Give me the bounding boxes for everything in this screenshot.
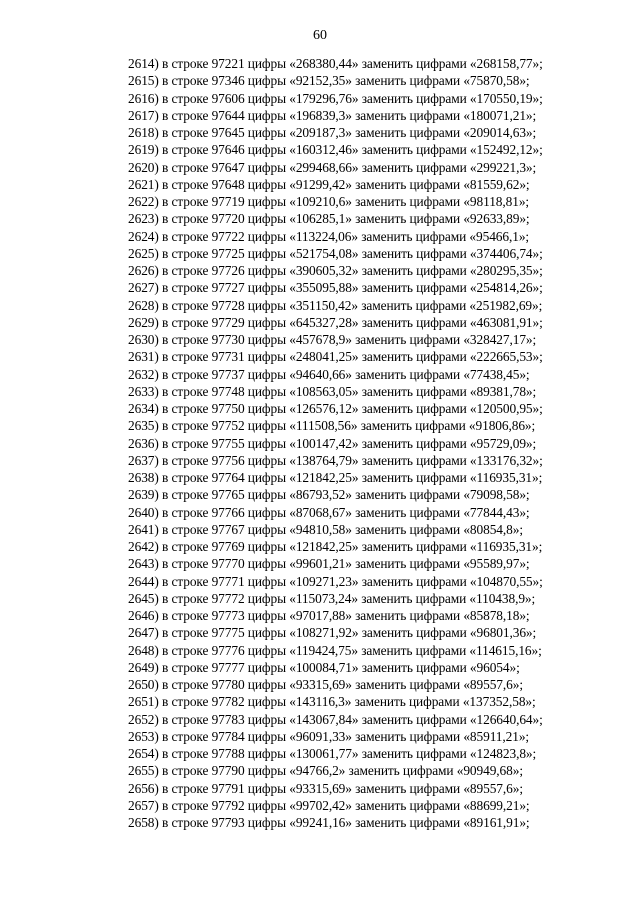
amendment-line: 2653) в строке 97784 цифры «96091,33» заменить цифрами «85911,21»; [128, 728, 530, 744]
amendment-line: 2640) в строке 97766 цифры «87068,67» заменить цифрами «77844,43»; [128, 504, 530, 520]
amendment-line: 2623) в строке 97720 цифры «106285,1» заменить цифрами «92633,89»; [128, 211, 530, 227]
amendment-line: 2626) в строке 97726 цифры «390605,32» заменить цифрами «280295,35»; [128, 263, 543, 278]
amendment-line: 2624) в строке 97722 цифры «113224,06» заменить цифрами «95466,1»; [128, 228, 530, 244]
amendment-line: 2638) в строке 97764 цифры «121842,25» заменить цифрами «116935,31»; [128, 470, 543, 485]
amendment-line: 2628) в строке 97728 цифры «351150,42» заменить цифрами «251982,69»; [128, 297, 543, 313]
amendment-line: 2654) в строке 97788 цифры «130061,77» заменить цифрами «124823,8»; [128, 746, 537, 761]
amendment-line: 2630) в строке 97730 цифры «457678,9» заменить цифрами «328427,17»; [128, 332, 537, 347]
amendment-line: 2648) в строке 97776 цифры «119424,75» заменить цифрами «114615,16»; [128, 642, 542, 658]
amendment-line: 2639) в строке 97765 цифры «86793,52» заменить цифрами «79098,58»; [128, 487, 530, 503]
amendment-line: 2637) в строке 97756 цифры «138764,79» заменить цифрами «133176,32»; [128, 452, 543, 468]
amendment-list [128, 55, 598, 831]
amendment-line: 2641) в строке 97767 цифры «94810,58» заменить цифрами «80854,8»; [128, 521, 523, 537]
amendment-line: 2644) в строке 97771 цифры «109271,23» заменить цифрами «104870,55»; [128, 573, 543, 589]
amendment-line: 2658) в строке 97793 цифры «99241,16» заменить цифрами «89161,91»; [128, 815, 530, 830]
amendment-line: 2632) в строке 97737 цифры «94640,66» заменить цифрами «77438,45»; [128, 366, 530, 382]
amendment-line: 2643) в строке 97770 цифры «99601,21» заменить цифрами «95589,97»; [128, 556, 530, 572]
amendment-line: 2619) в строке 97646 цифры «160312,46» заменить цифрами «152492,12»; [128, 142, 543, 158]
amendment-line: 2645) в строке 97772 цифры «115073,24» заменить цифрами «110438,9»; [128, 590, 536, 606]
amendment-line: 2650) в строке 97780 цифры «93315,69» заменить цифрами «89557,6»; [128, 677, 523, 692]
amendment-line: 2617) в строке 97644 цифры «196839,3» заменить цифрами «180071,21»; [128, 107, 537, 123]
amendment-line: 2621) в строке 97648 цифры «91299,42» заменить цифрами «81559,62»; [128, 176, 530, 192]
amendment-line: 2647) в строке 97775 цифры «108271,92» заменить цифрами «96801,36»; [128, 625, 537, 641]
amendment-line: 2616) в строке 97606 цифры «179296,76» заменить цифрами «170550,19»; [128, 90, 543, 106]
amendment-line: 2636) в строке 97755 цифры «100147,42» заменить цифрами «95729,09»; [128, 435, 537, 451]
amendment-line: 2655) в строке 97790 цифры «94766,2» заменить цифрами «90949,68»; [128, 763, 523, 779]
amendment-line: 2646) в строке 97773 цифры «97017,88» заменить цифрами «85878,18»; [128, 608, 530, 623]
page-number: 60 [313, 28, 327, 43]
amendment-line: 2656) в строке 97791 цифры «93315,69» заменить цифрами «89557,6»; [128, 780, 523, 796]
amendment-line: 2635) в строке 97752 цифры «111508,56» заменить цифрами «91806,86»; [128, 418, 536, 434]
amendment-line: 2629) в строке 97729 цифры «645327,28» заменить цифрами «463081,91»; [128, 314, 543, 330]
amendment-line: 2627) в строке 97727 цифры «355095,88» заменить цифрами «254814,26»; [128, 280, 543, 296]
amendment-line: 2625) в строке 97725 цифры «521754,08» заменить цифрами «374406,74»; [128, 245, 543, 261]
amendment-line: 2620) в строке 97647 цифры «299468,66» заменить цифрами «299221,3»; [128, 159, 537, 175]
amendment-line: 2615) в строке 97346 цифры «92152,35» заменить цифрами «75870,58»; [128, 73, 530, 89]
amendment-line: 2649) в строке 97777 цифры «100084,71» заменить цифрами «96054»; [128, 659, 520, 675]
amendment-line: 2657) в строке 97792 цифры «99702,42» заменить цифрами «88699,21»; [128, 797, 530, 813]
amendment-line: 2642) в строке 97769 цифры «121842,25» заменить цифрами «116935,31»; [128, 539, 543, 554]
amendment-line: 2622) в строке 97719 цифры «109210,6» заменить цифрами «98118,81»; [128, 194, 530, 209]
amendment-line: 2614) в строке 97221 цифры «268380,44» заменить цифрами «268158,77»; [128, 56, 543, 71]
amendment-line: 2652) в строке 97783 цифры «143067,84» заменить цифрами «126640,64»; [128, 711, 543, 727]
amendment-line: 2618) в строке 97645 цифры «209187,3» заменить цифрами «209014,63»; [128, 125, 537, 140]
amendment-line: 2633) в строке 97748 цифры «108563,05» заменить цифрами «89381,78»; [128, 383, 537, 399]
amendment-line: 2651) в строке 97782 цифры «143116,3» заменить цифрами «137352,58»; [128, 694, 536, 710]
amendment-line: 2631) в строке 97731 цифры «248041,25» заменить цифрами «222665,53»; [128, 349, 543, 365]
amendment-line: 2634) в строке 97750 цифры «126576,12» заменить цифрами «120500,95»; [128, 401, 543, 416]
